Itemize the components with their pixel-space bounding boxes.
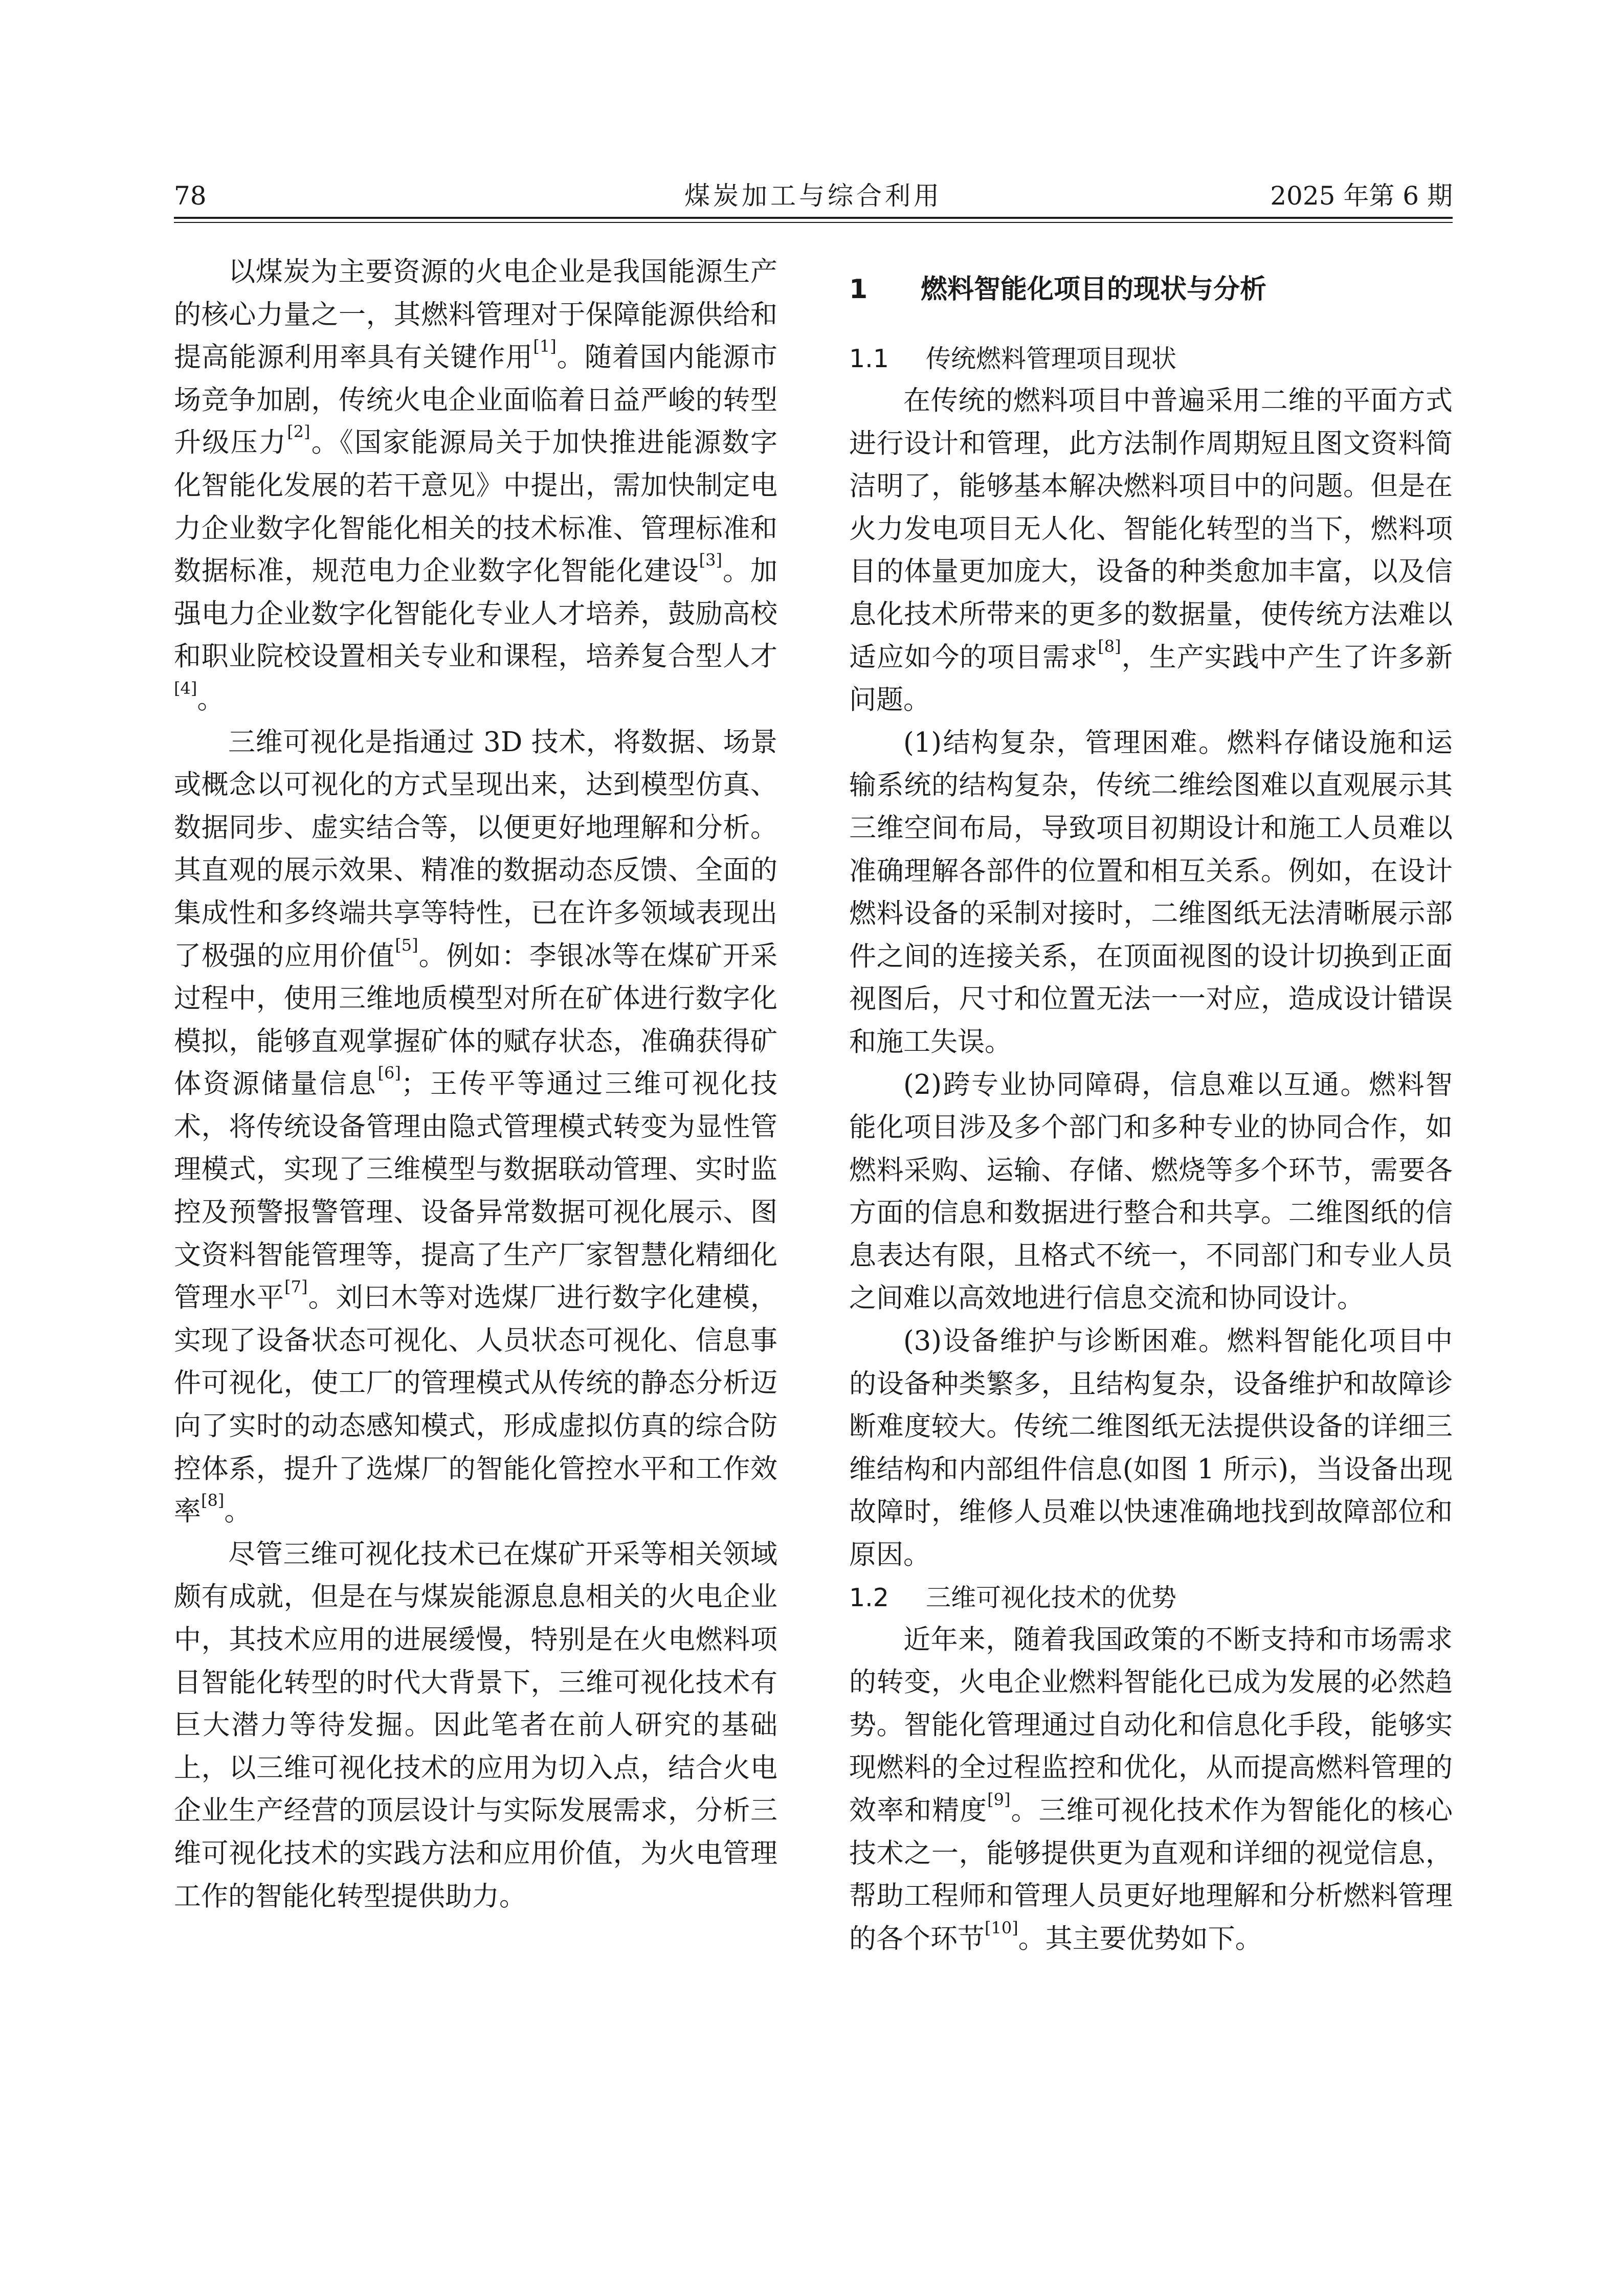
- page-header: [174, 178, 1453, 214]
- citation: [7]: [284, 1277, 308, 1297]
- section-heading: 1 燃料智能化项目的现状与分析: [849, 274, 1267, 305]
- citation: [4]: [174, 678, 197, 698]
- subsection-heading: 1.1 传统燃料管理项目现状: [849, 344, 1177, 373]
- page-number: 78: [174, 181, 207, 211]
- citation: [8]: [201, 1491, 225, 1511]
- citation: [5]: [395, 935, 418, 955]
- header-rule-thick: [174, 217, 1453, 219]
- paragraph: 尽管三维可视化技术已在煤矿开采等相关领域颇有成就，但是在与煤炭能源息息相关的火电企业中，其技术应用的进展缓慢，特别是在火电燃料项目智能化转型的时代大背景下，三维可视化技术有巨大潜力等待发掘。因此笔者在前人研究的基础上，以三维可视化技术的应用为切入点，结合火电企业生产经营的顶层设计与实际发展需求，分析三维可视化技术的实践方法和应用价值，为火电管理工作的智能化转型提供助力。: [174, 1538, 777, 1912]
- citation: [9]: [987, 1790, 1011, 1809]
- citation: [10]: [985, 1918, 1018, 1938]
- paragraph: 三维可视化是指通过 3D 技术，将数据、场景或概念以可视化的方式呈现出来，达到模型仿真、数据同步、虚实结合等，以便更好地理解和分析。其直观的展示效果、精准的数据动态反馈、全面的集成性和多终端共享等特性，已在许多领域表现出了极强的应用价值[5]。例如：李银冰等在煤矿开采过程中，使用三维地质模型对所在矿体进行数字化模拟，能够直观掌握矿体的赋存状态，准确获得矿体资源储量信息[6]；王传平等通过三维可视化技术，将传统设备管理由隐式管理模式转变为显性管理模式，实现了三维模型与数据联动管理、实时监控及预警报警管理、设备异常数据可视化展示、图文资料智能管理等，提高了生产厂家智慧化精细化管理水平[7]。刘曰木等对选煤厂进行数字化建模，实现了设备状态可视化、人员状态可视化、信息事件可视化，使工厂的管理模式从传统的静态分析迈向了实时的动态感知模式，形成虚拟仿真的综合防控体系，提升了选煤厂的智能化管控水平和工作效率[8]。: [174, 726, 778, 1527]
- subsection-heading: 1.2 三维可视化技术的优势: [849, 1583, 1177, 1612]
- journal-title: 煤炭加工与综合利用: [684, 181, 942, 211]
- citation: [2]: [287, 422, 310, 442]
- issue-label: 2025 年第 6 期: [1270, 181, 1453, 211]
- citation: [3]: [699, 550, 722, 570]
- paragraph: (1)结构复杂，管理困难。燃料存储设施和运输系统的结构复杂，传统二维绘图难以直观展示其三维空间布局，导致项目初期设计和施工人员难以准确理解各部件的位置和相互关系。例如，在设计燃料设备的采制对接时，二维图纸无法清晰展示部件之间的连接关系，在顶面视图的设计切换到正面视图后，尺寸和位置无法一一对应，造成设计错误和施工失误。: [849, 727, 1453, 1057]
- paragraph: 近年来，随着我国政策的不断支持和市场需求的转变，火电企业燃料智能化已成为发展的必然趋势。智能化管理通过自动化和信息化手段，能够实现燃料的全过程监控和优化，从而提高燃料管理的效率和精度[9]。三维可视化技术作为智能化的核心技术之一，能够提供更为直观和详细的视觉信息，帮助工程师和管理人员更好地理解和分析燃料管理的各个环节[10]。其主要优势如下。: [849, 1624, 1453, 1954]
- paragraph: 以煤炭为主要资源的火电企业是我国能源生产的核心力量之一，其燃料管理对于保障能源供给和提高能源利用率具有关键作用[1]。随着国内能源市场竞争加剧，传统火电企业面临着日益严峻的转型升级压力[2]。《国家能源局关于加快推进能源数字化智能化发展的若干意见》中提出，需加快制定电力企业数字化智能化相关的技术标准、管理标准和数据标准，规范电力企业数字化智能化建设[3]。加强电力企业数字化智能化专业人才培养，鼓励高校和职业院校设置相关专业和课程，培养复合型人才[4]。: [174, 256, 778, 715]
- paragraph: (2)跨专业协同障碍，信息难以互通。燃料智能化项目涉及多个部门和多种专业的协同合作，如燃料采购、运输、存储、燃烧等多个环节，需要各方面的信息和数据进行整合和共享。二维图纸的信息表达有限，且格式不统一，不同部门和专业人员之间难以高效地进行信息交流和协同设计。: [849, 1069, 1453, 1314]
- paragraph: (3)设备维护与诊断困难。燃料智能化项目中的设备种类繁多，且结构复杂，设备维护和故障诊断难度较大。传统二维图纸无法提供设备的详细三维结构和内部组件信息(如图 1 所示)，当设备出现故障时，维修人员难以快速准确地找到故障部位和原因。: [849, 1325, 1453, 1571]
- citation: [1]: [533, 336, 557, 356]
- left-column: [174, 251, 777, 1918]
- citation: [6]: [377, 1063, 401, 1083]
- citation: [8]: [1098, 636, 1121, 656]
- right-column: [849, 251, 1453, 1960]
- paragraph: 在传统的燃料项目中普遍采用二维的平面方式进行设计和管理，此方法制作周期短且图文资料简洁明了，能够基本解决燃料项目中的问题。但是在火力发电项目无人化、智能化转型的当下，燃料项目的体量更加庞大，设备的种类愈加丰富，以及信息化技术所带来的更多的数据量，使传统方法难以适应如今的项目需求[8]，生产实践中产生了许多新问题。: [849, 385, 1453, 716]
- header-rule-thin: [174, 222, 1453, 223]
